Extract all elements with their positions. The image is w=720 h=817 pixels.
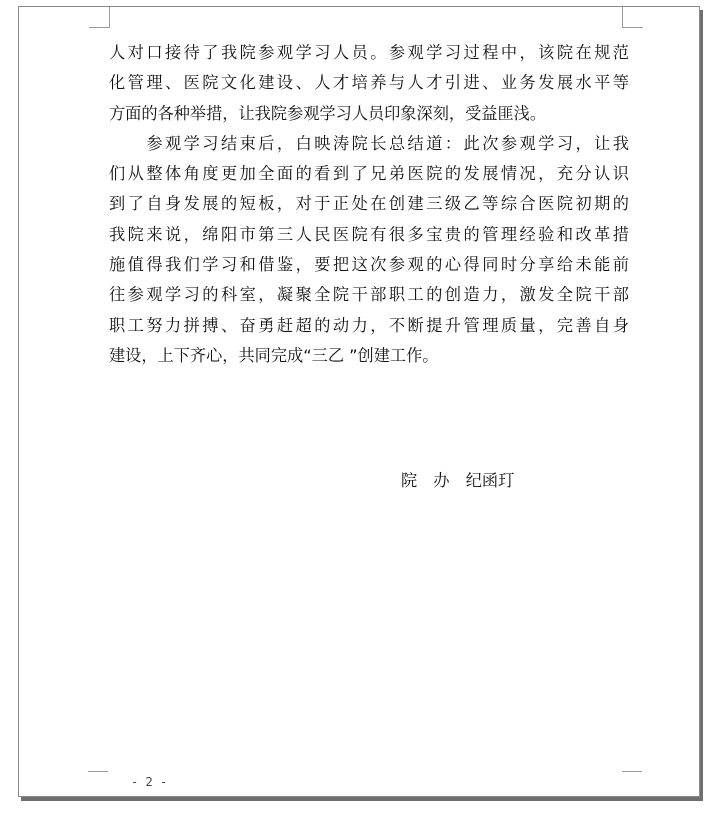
text-line: 化管理、医院文化建设、人才培养与人才引进、业务发展水平等	[109, 73, 629, 93]
crop-mark-top-right	[622, 7, 643, 28]
body-text	[109, 38, 629, 371]
text-line: 到了自身发展的短板，对于正处在创建三级乙等综合医院初期的	[109, 194, 629, 214]
text-line: 我院来说，绵阳市第三人民医院有很多宝贵的管理经验和改革措	[109, 224, 629, 244]
text-line: 们从整体角度更加全面的看到了兄弟医院的发展情况，充分认识	[109, 164, 629, 184]
text-line: 施值得我们学习和借鉴，要把这次参观的心得同时分享给未能前	[109, 255, 629, 275]
signature: 院 办 纪函玎	[401, 471, 515, 490]
text-line: 方面的各种举措，让我院参观学习人员印象深刻，受益匪浅。	[109, 103, 547, 123]
document-page	[18, 6, 700, 797]
crop-mark-top-left	[89, 7, 110, 28]
text-line: 职工努力拼搏、奋勇赶超的动力，不断提升管理质量，完善自身	[109, 315, 629, 335]
text-line: 人对口接待了我院参观学习人员。参观学习过程中，该院在规范	[109, 43, 629, 62]
text-line: 往参观学习的科室，凝聚全院干部职工的创造力，激发全院干部	[109, 285, 629, 305]
text-line: 建设，上下齐心，共同完成“三乙 ”创建工作。	[109, 345, 439, 365]
page-number: - 2 -	[131, 775, 168, 789]
crop-mark-bottom-left	[88, 771, 108, 772]
crop-mark-bottom-right	[622, 771, 642, 772]
text-line: 参观学习结束后，白映涛院长总结道：此次参观学习，让我	[109, 133, 629, 153]
